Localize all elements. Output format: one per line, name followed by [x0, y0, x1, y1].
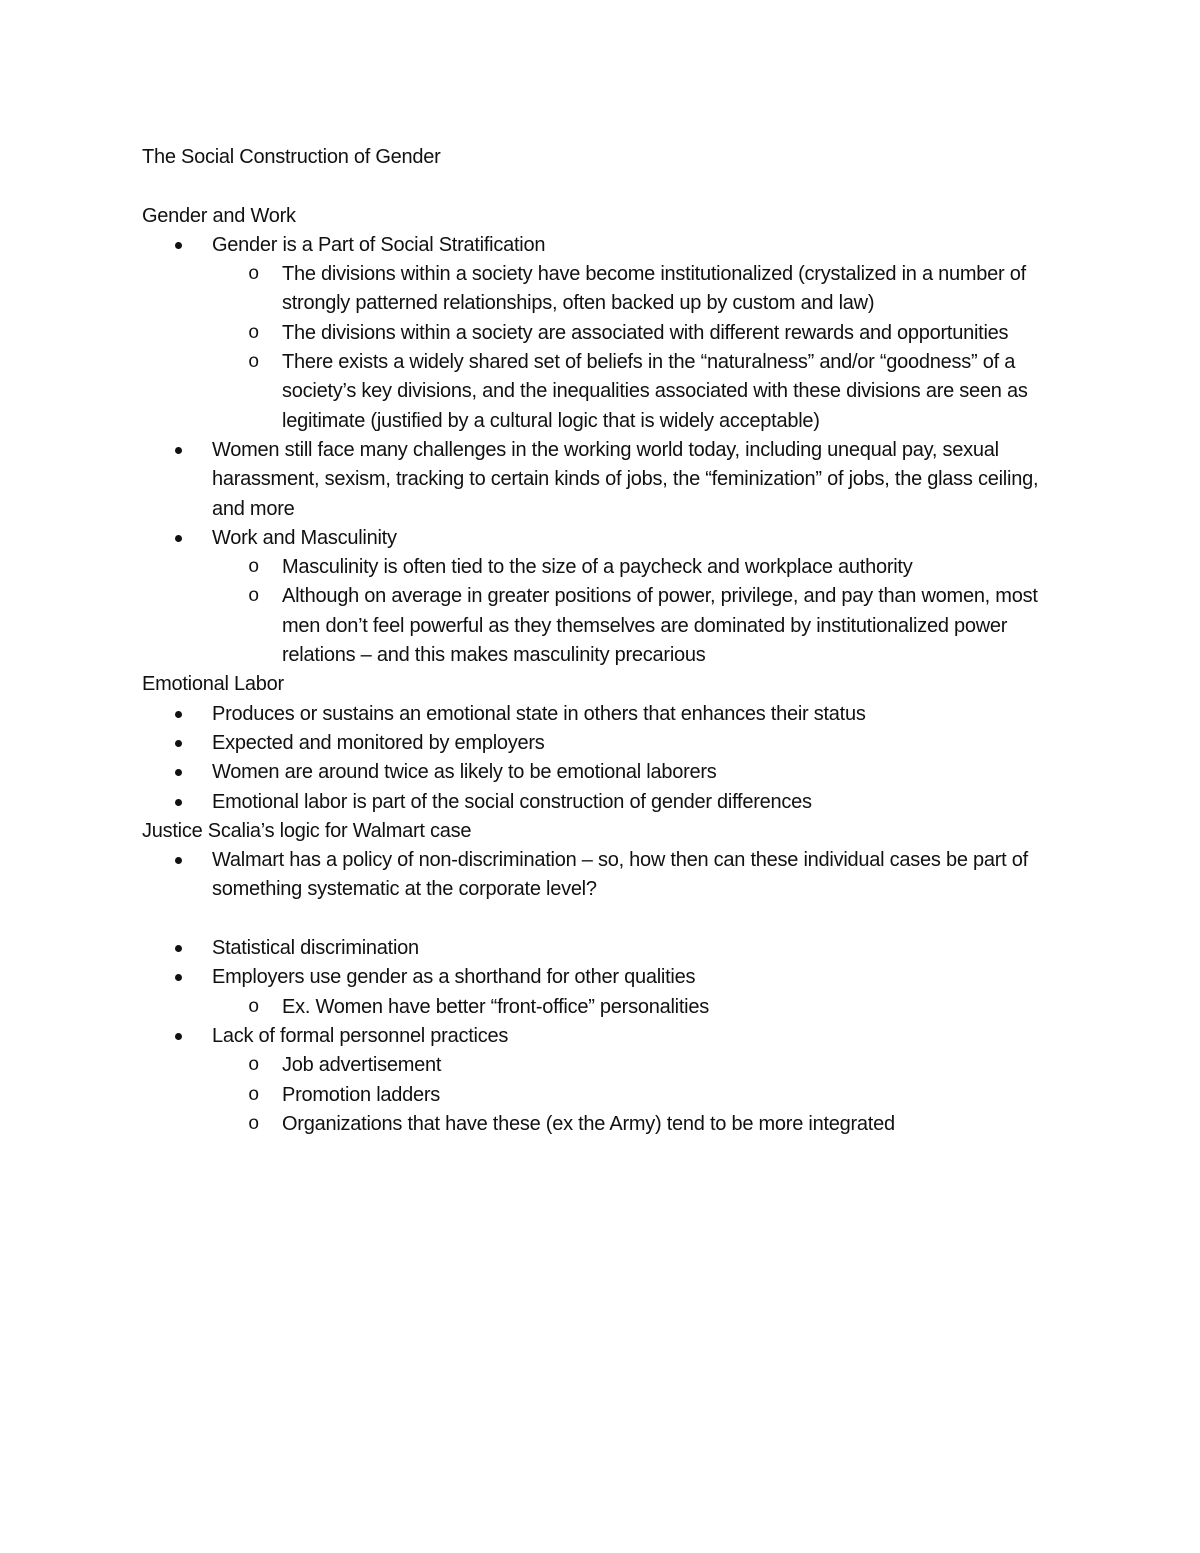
- sub-bullet-text: Masculinity is often tied to the size of a paycheck and workplace authority: [282, 556, 913, 579]
- sections-container: [142, 202, 1072, 1140]
- blank-line: [142, 905, 1072, 934]
- circle-bullet-icon: o: [248, 995, 260, 1018]
- circle-bullet-icon: o: [248, 585, 260, 608]
- sub-bullet-text: Organizations that have these (ex the Army) tend to be more integrated: [282, 1112, 895, 1135]
- circle-bullet-icon: o: [248, 1083, 260, 1106]
- bullet-list: [142, 231, 1072, 670]
- bullet-item: [142, 846, 1072, 905]
- section-heading: Emotional Labor: [142, 673, 284, 696]
- bullet-text: Statistical discrimination: [212, 937, 419, 960]
- sub-bullet-text: Job advertisement: [282, 1054, 442, 1077]
- sub-bullet-item: [212, 993, 1072, 1022]
- bullet-list: [142, 700, 1072, 817]
- sub-bullet-text: Ex. Women have better “front-office” personalities: [282, 995, 709, 1018]
- sub-bullet-item: [212, 1110, 1072, 1139]
- sub-bullet-text: There exists a widely shared set of beliefs in the “naturalness” and/or “goodness” of a society’s key divisions, and the inequalities associated with these divisions are seen as legitimate (justified by a cultural logic that is widely acceptable): [282, 351, 1028, 432]
- sub-bullet-list: [212, 1051, 1072, 1139]
- sub-bullet-text: Promotion ladders: [282, 1083, 441, 1106]
- bullet-text: Gender is a Part of Social Stratification: [212, 233, 546, 256]
- bullet-text: Employers use gender as a shorthand for other qualities: [212, 966, 696, 989]
- bullet-item: [142, 758, 1072, 787]
- bullet-text: Work and Masculinity: [212, 526, 397, 549]
- bullet-item: [142, 436, 1072, 524]
- document-body: [142, 143, 1072, 1139]
- sub-bullet-item: [212, 260, 1072, 319]
- circle-bullet-icon: o: [248, 263, 260, 286]
- sub-bullet-item: [212, 348, 1072, 436]
- sub-bullet-text: The divisions within a society have become institutionalized (crystalized in a number of strongly patterned relationships, often backed up by custom and law): [282, 263, 1026, 315]
- circle-bullet-icon: o: [248, 1054, 260, 1077]
- bullet-text: Expected and monitored by employers: [212, 731, 545, 754]
- bullet-text: Produces or sustains an emotional state in others that enhances their status: [212, 702, 866, 725]
- sub-bullet-list: [212, 260, 1072, 436]
- bullet-item: [142, 788, 1072, 817]
- sub-bullet-text: The divisions within a society are associated with different rewards and opportunities: [282, 321, 1009, 344]
- sub-bullet-item: [212, 1081, 1072, 1110]
- circle-bullet-icon: o: [248, 1112, 260, 1135]
- circle-bullet-icon: o: [248, 321, 260, 344]
- bullet-item: [142, 700, 1072, 729]
- bullet-text: Walmart has a policy of non-discrimination – so, how then can these individual cases be part of something systematic at the corporate level?: [212, 849, 1028, 901]
- sub-bullet-list: [212, 993, 1072, 1022]
- bullet-text: Women still face many challenges in the working world today, including unequal pay, sexual harassment, sexism, tracking to certain kinds of jobs, the “feminization” of jobs, the glass ceiling, and more: [212, 438, 1039, 520]
- document-title: The Social Construction of Gender: [142, 146, 441, 168]
- bullet-text: Emotional labor is part of the social construction of gender differences: [212, 790, 812, 813]
- sub-bullet-item: [212, 553, 1072, 582]
- sub-bullet-item: [212, 319, 1072, 348]
- bullet-item: [142, 1022, 1072, 1139]
- bullet-text: Women are around twice as likely to be emotional laborers: [212, 761, 717, 784]
- sub-bullet-text: Although on average in greater positions of power, privilege, and pay than women, most men don’t feel powerful as they themselves are dominated by institutionalized power relations – and this makes masculinity precarious: [282, 585, 1038, 667]
- bullet-text: Lack of formal personnel practices: [212, 1024, 509, 1047]
- bullet-item: [142, 524, 1072, 670]
- bullet-item: [142, 963, 1072, 1022]
- sub-bullet-item: [212, 582, 1072, 670]
- bullet-list: [142, 846, 1072, 1139]
- section-heading: Gender and Work: [142, 204, 296, 227]
- circle-bullet-icon: o: [248, 351, 260, 374]
- section-heading: Justice Scalia’s logic for Walmart case: [142, 819, 472, 842]
- sub-bullet-item: [212, 1051, 1072, 1080]
- bullet-item: [142, 231, 1072, 436]
- sub-bullet-list: [212, 553, 1072, 670]
- bullet-item: [142, 729, 1072, 758]
- circle-bullet-icon: o: [248, 556, 260, 579]
- bullet-item: [142, 934, 1072, 963]
